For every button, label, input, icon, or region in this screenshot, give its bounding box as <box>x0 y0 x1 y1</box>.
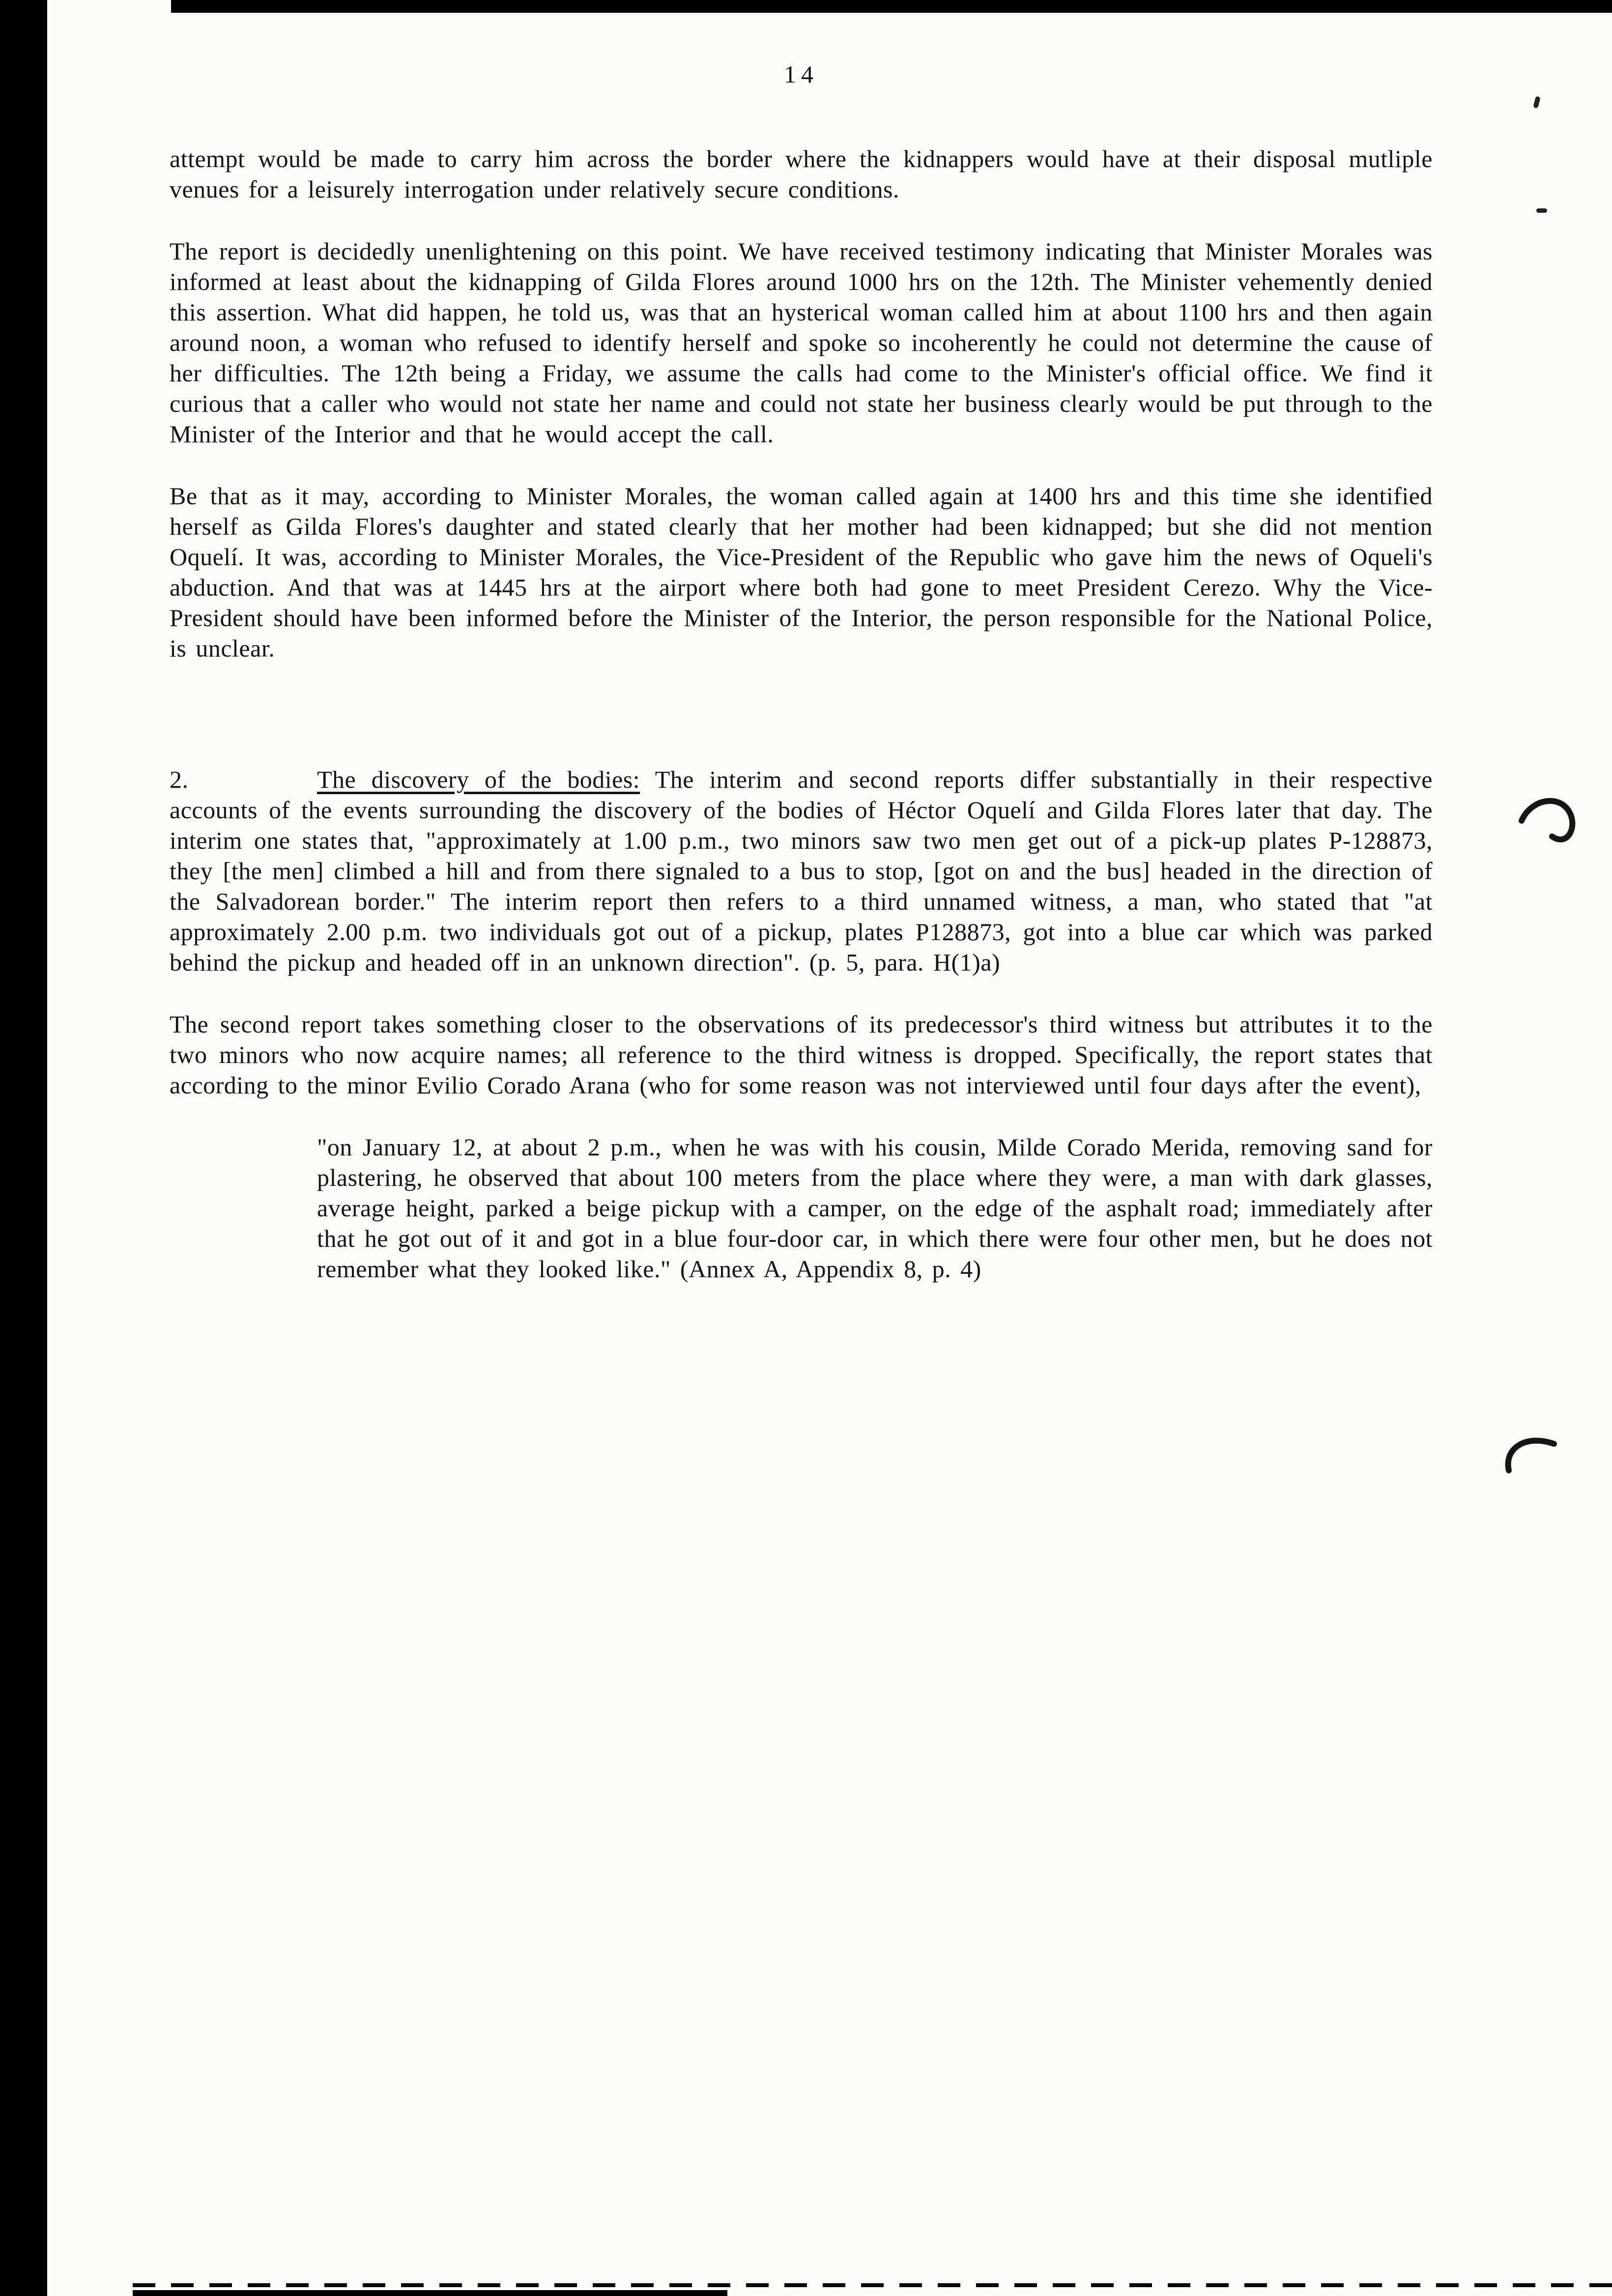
page-number: 14 <box>784 60 818 88</box>
paragraph-second-report: The second report takes something closer to the observations of its predecessor's third witness but attributes it to the two minors who now acquire names; all reference to the third witness is dropped. Specifically, the report states that according to the minor Evilio Corado Arana (who for some reason was not interviewed until four days after the event), <box>170 1010 1433 1099</box>
section-2-paragraph <box>170 764 1433 977</box>
scan-artifact-bottom-dashed-line <box>133 2283 1612 2287</box>
scan-artifact-bottom-bar <box>133 2290 727 2296</box>
pen-mark-annotation <box>1503 1433 1572 1482</box>
scan-speck-mark <box>1533 96 1541 109</box>
pen-mark-annotation <box>1513 795 1586 864</box>
section-heading-discovery-of-bodies: The discovery of the bodies: <box>317 766 640 793</box>
witness-testimony-quote: "on January 12, at about 2 p.m., when he was with his cousin, Milde Corado Merida, removing sand for plastering, he observed that about 100 meters from the place where they were, a man with dark glasses, average height, parked a beige pickup with a camper, on the edge of the asphalt road; immediately after that he got out of it and got in a blue four-door car, in which there were four other men, but he does not remember what they looked like." (Annex A, Appendix 8, p. 4) <box>317 1133 1433 1283</box>
paragraph-report-unenlightening: The report is decidedly unenlightening on this point. We have received testimony indicating that Minister Morales was informed at least about the kidnapping of Gilda Flores around 1000 hrs on the 12th. The Minister vehemently denied this assertion. What did happen, he told us, was that an hysterical woman called him at about 1100 hrs and then again around noon, a woman who refused to identify herself and spoke so incoherently he could not determine the cause of her difficulties. The 12th being a Friday, we assume the calls had come to the Minister's official office. We find it curious that a caller who would not state her name and could not state her business clearly would be put through to the Minister of the Interior and that he would accept the call. <box>170 237 1433 448</box>
paragraph-minister-morales: Be that as it may, according to Minister Morales, the woman called again at 1400 hrs and this time she identified herself as Gilda Flores's daughter and stated clearly that her mother had been kidnapped; but she did not mention Oquelí. It was, according to Minister Morales, the Vice-President of the Republic who gave him the news of Oqueli's abduction. And that was at 1445 hrs at the airport where both had gone to meet President Cerezo. Why the Vice-President should have been informed before the Minister of the Interior, the person responsible for the National Police, is unclear. <box>170 482 1433 662</box>
section-body-text: The interim and second reports differ substantially in their respective accounts of the events surrounding the discovery of the bodies of Héctor Oquelí and Gilda Flores later that day. The interim one states that, "approximately at 1.00 p.m., two minors saw two men get out of a pick-up plates P-128873, they [the men] climbed a hill and from there signaled to a bus to stop, [got on and the bus] headed in the direction of the Salvadorean border." The interim report then refers to a third unnamed witness, a man, who stated that "at approximately 2.00 p.m. two individuals got out of a pickup, plates P128873, got into a blue car which was parked behind the pickup and headed off in an unknown direction". (p. 5, para. H(1)a) <box>170 766 1433 976</box>
scan-speck-mark <box>1536 208 1547 213</box>
scan-artifact-left-edge <box>0 0 47 2296</box>
paragraph-continuation: attempt would be made to carry him across the border where the kidnappers would have at their disposal mutliple venues for a leisurely interrogation under relatively secure conditions. <box>170 145 1433 203</box>
section-number: 2. <box>170 766 189 793</box>
document-body <box>170 0 1433 1284</box>
